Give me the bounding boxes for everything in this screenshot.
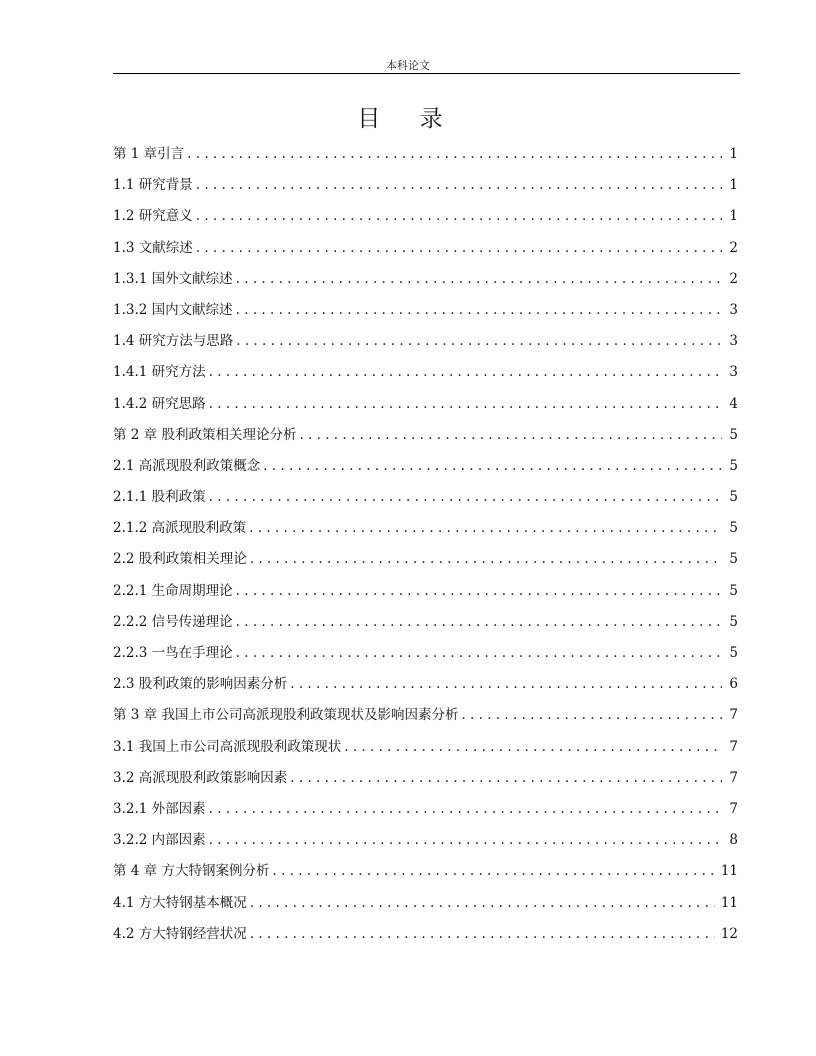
toc-entry-label: 1.3.1 国外文献综述 <box>113 270 233 287</box>
toc-leader-dots <box>236 264 722 295</box>
toc-page-number: 7 <box>729 707 738 724</box>
toc-entry-label: 4.2 方大特钢经营状况 <box>113 925 247 942</box>
toc-leader-dots <box>209 389 722 420</box>
toc-leader-dots <box>236 326 722 357</box>
toc-entry[interactable] <box>113 389 738 420</box>
toc-page-number: 1 <box>729 146 738 162</box>
toc-page-number: 2 <box>729 239 738 256</box>
toc-entry[interactable] <box>113 919 738 950</box>
toc-leader-dots <box>187 139 722 170</box>
toc-entry-label: 1.4.1 研究方法 <box>113 364 206 381</box>
toc-page-number: 5 <box>729 426 738 443</box>
toc-entry-label: 第 2 章 股利政策相关理论分析 <box>113 426 297 443</box>
toc-entry-label: 2.1.2 高派现股利政策 <box>113 520 247 537</box>
toc-page-number: 6 <box>729 676 738 693</box>
toc-entry-label: 4.1 方大特钢基本概况 <box>113 894 247 911</box>
toc-page-number: 5 <box>729 520 738 537</box>
toc-page-number: 5 <box>729 489 738 506</box>
toc-entry-label: 1.4.2 研究思路 <box>113 395 206 412</box>
toc-page-number: 4 <box>729 395 738 412</box>
page-header: 本科论文 <box>386 59 430 72</box>
toc-leader-dots <box>290 669 722 700</box>
toc-leader-dots <box>209 794 722 825</box>
toc-entry[interactable] <box>113 513 738 544</box>
toc-leader-dots <box>236 576 722 607</box>
toc-entry[interactable] <box>113 576 738 607</box>
toc-leader-dots <box>209 825 722 856</box>
toc-leader-dots <box>461 700 722 731</box>
toc-entry-label: 2.1.1 股利政策 <box>113 489 206 506</box>
toc-leader-dots <box>249 513 722 544</box>
toc-entry-label: 1.2 研究意义 <box>113 208 193 225</box>
header-divider <box>113 73 740 74</box>
toc-leader-dots <box>290 763 722 794</box>
toc-title: 目 录 <box>357 106 459 132</box>
toc-entry-label: 2.2.1 生命周期理论 <box>113 582 233 599</box>
toc-entry-label: 3.1 我国上市公司高派现股利政策现状 <box>113 738 342 755</box>
toc-entry[interactable] <box>113 763 738 794</box>
toc-leader-dots <box>196 201 722 232</box>
toc-entry[interactable] <box>113 700 738 731</box>
toc-leader-dots <box>209 482 722 513</box>
toc-leader-dots <box>209 357 722 388</box>
toc-entry[interactable] <box>113 638 738 669</box>
toc-page-number: 1 <box>729 177 738 194</box>
toc-leader-dots <box>263 451 722 482</box>
toc-page-number: 12 <box>720 925 738 942</box>
toc-page-number: 7 <box>729 800 738 817</box>
toc-leader-dots <box>196 233 722 264</box>
toc-entry[interactable] <box>113 482 738 513</box>
toc-page-number: 7 <box>729 738 738 755</box>
toc-entry-label: 2.2.3 一鸟在手理论 <box>113 645 233 661</box>
toc-entry[interactable] <box>113 201 738 232</box>
toc-leader-dots <box>272 856 714 887</box>
toc-entry-label: 1.1 研究背景 <box>113 177 193 194</box>
toc-entry[interactable] <box>113 170 738 201</box>
toc-entry-label: 3.2 高派现股利政策影响因素 <box>113 769 288 786</box>
toc-entry-label: 第 1 章引言 <box>113 146 185 162</box>
toc-leader-dots <box>299 420 722 451</box>
toc-leader-dots <box>196 170 722 201</box>
toc-leader-dots <box>250 888 715 919</box>
toc-entry-label: 2.3 股利政策的影响因素分析 <box>113 676 288 693</box>
toc-entry-label: 第 4 章 方大特钢案例分析 <box>113 863 270 880</box>
toc-entry[interactable] <box>113 669 738 700</box>
toc-entry[interactable] <box>113 544 738 575</box>
toc-entry[interactable] <box>113 451 738 482</box>
toc-entry[interactable] <box>113 420 738 451</box>
toc-entry[interactable] <box>113 264 738 295</box>
toc-entry-label: 3.2.2 内部因素 <box>113 832 206 849</box>
toc-entry-label: 1.4 研究方法与思路 <box>113 333 234 350</box>
toc-entry[interactable] <box>113 326 738 357</box>
toc-entry-label: 1.3 文献综述 <box>113 239 193 256</box>
toc-entry-label: 2.1 高派现股利政策概念 <box>113 457 261 474</box>
toc-leader-dots <box>344 732 722 763</box>
toc-leader-dots <box>250 544 722 575</box>
toc-page-number: 7 <box>729 769 738 786</box>
toc-page-number: 3 <box>729 364 738 381</box>
toc-entry[interactable] <box>113 794 738 825</box>
toc-page-number: 3 <box>729 333 738 350</box>
table-of-contents <box>113 139 738 950</box>
toc-page-number: 8 <box>729 832 738 849</box>
toc-leader-dots <box>236 638 722 669</box>
toc-page-number: 11 <box>720 863 738 880</box>
toc-entry-label: 2.2 股利政策相关理论 <box>113 551 247 568</box>
toc-entry-label: 3.2.1 外部因素 <box>113 800 206 817</box>
toc-leader-dots <box>236 607 722 638</box>
toc-entry[interactable] <box>113 825 738 856</box>
toc-page-number: 5 <box>729 457 738 474</box>
toc-page-number: 3 <box>729 301 738 318</box>
toc-entry[interactable] <box>113 357 738 388</box>
toc-entry-label: 第 3 章 我国上市公司高派现股利政策现状及影响因素分析 <box>113 707 459 724</box>
toc-entry[interactable] <box>113 888 738 919</box>
toc-entry-label: 2.2.2 信号传递理论 <box>113 613 233 630</box>
toc-entry[interactable] <box>113 732 738 763</box>
toc-entry[interactable] <box>113 139 738 170</box>
toc-page-number: 11 <box>720 894 738 911</box>
toc-entry[interactable] <box>113 295 738 326</box>
toc-page-number: 5 <box>729 645 738 661</box>
toc-page-number: 5 <box>729 551 738 568</box>
toc-page-number: 2 <box>729 270 738 287</box>
toc-page-number: 5 <box>729 582 738 599</box>
toc-page-number: 5 <box>729 613 738 630</box>
toc-entry[interactable] <box>113 856 738 887</box>
toc-page-number: 1 <box>729 208 738 225</box>
toc-entry-label: 1.3.2 国内文献综述 <box>113 301 233 318</box>
toc-entry[interactable] <box>113 233 738 264</box>
toc-entry[interactable] <box>113 607 738 638</box>
toc-leader-dots <box>236 295 722 326</box>
toc-leader-dots <box>250 919 715 950</box>
